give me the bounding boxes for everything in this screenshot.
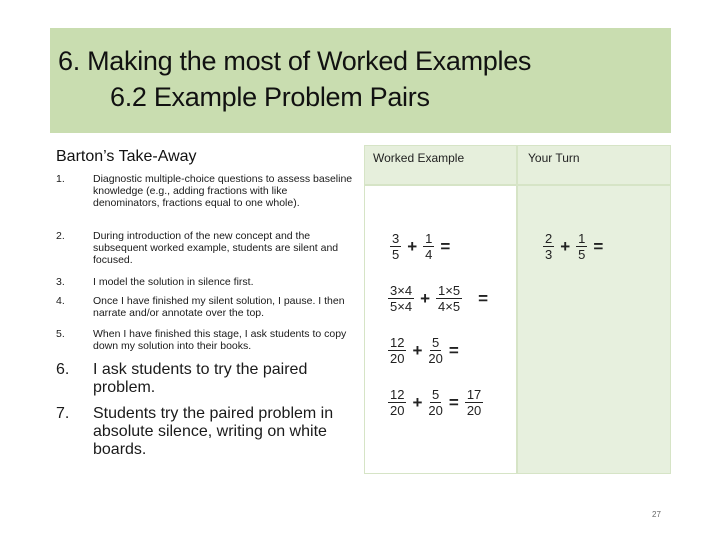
list-item-text: During introduction of the new concept and the subsequent worked example, students are silent and focused.: [93, 230, 339, 266]
left-heading: Barton’s Take-Away: [56, 148, 197, 165]
fraction: $\frac{1}{5}$: [578, 231, 586, 262]
fraction: $\frac{12}{20}$: [390, 387, 405, 418]
list-item-text: Once I have finished my silent solution, I pause. I then narrate and/or annotate over the top.: [93, 295, 345, 319]
list-item-number: 3.: [56, 276, 65, 288]
your-turn-header-label: Your Turn: [528, 151, 580, 165]
plus-sign: +: [412, 341, 423, 360]
list-item-number: 7.: [56, 405, 70, 422]
your-turn-problem: [543, 232, 603, 262]
worked-example-header: [364, 145, 517, 185]
fraction: $\frac{17}{20}$: [466, 387, 482, 418]
equals-sign: =: [448, 341, 459, 360]
title-banner: [50, 28, 671, 133]
page-number: 27: [652, 510, 661, 519]
plus-sign: +: [407, 237, 418, 256]
fraction: $\frac{3}{5}$: [392, 231, 400, 262]
worked-step-3: [388, 336, 459, 366]
list-item-number: 6.: [56, 361, 70, 378]
fraction: $\frac{1\times 5}{4\times 5}$: [438, 283, 461, 314]
list-item-text: I model the solution in silence first.: [93, 276, 254, 288]
list-item-number: 5.: [56, 328, 65, 340]
equals-sign: =: [593, 237, 604, 256]
list-item-text: Students try the paired problem in absolute silence, writing on white boards.: [93, 405, 334, 458]
worked-example-header-label: Worked Example: [373, 151, 465, 165]
fraction: $\frac{5}{20}$: [428, 335, 443, 366]
list-item-text: When I have finished this stage, I ask students to copy down my solution into their books.: [93, 328, 347, 352]
list-item-number: 2.: [56, 230, 65, 242]
equals-sign: =: [478, 289, 488, 308]
equals-sign: =: [440, 237, 451, 256]
plus-sign: +: [420, 289, 430, 308]
plus-sign: +: [412, 393, 423, 412]
fraction: $\frac{3\times 4}{5\times 4}$: [390, 283, 413, 314]
list-item-text: I ask students to try the paired problem.: [93, 361, 308, 396]
fraction: $\frac{1}{4}$: [425, 231, 433, 262]
worked-step-2: [388, 284, 488, 314]
your-turn-header: [517, 145, 671, 185]
plus-sign: +: [560, 237, 571, 256]
your-turn-column: [517, 185, 671, 474]
list-item-text: Diagnostic multiple-choice questions to assess baseline knowledge (e.g., adding fractions with like denominators, fractions equal to one whole).: [93, 173, 353, 209]
list-item-number: 4.: [56, 295, 65, 307]
worked-example-column: [364, 185, 517, 474]
slide-title: 6. Making the most of Worked Examples: [58, 46, 532, 76]
list-item-number: 1.: [56, 173, 65, 185]
fraction: $\frac{2}{3}$: [545, 231, 553, 262]
slide-subtitle: 6.2 Example Problem Pairs: [110, 82, 430, 112]
equals-sign: =: [448, 393, 459, 412]
fraction: $\frac{12}{20}$: [390, 335, 405, 366]
worked-step-4: [388, 388, 483, 418]
worked-step-1: [390, 232, 450, 262]
fraction: $\frac{5}{20}$: [428, 387, 443, 418]
